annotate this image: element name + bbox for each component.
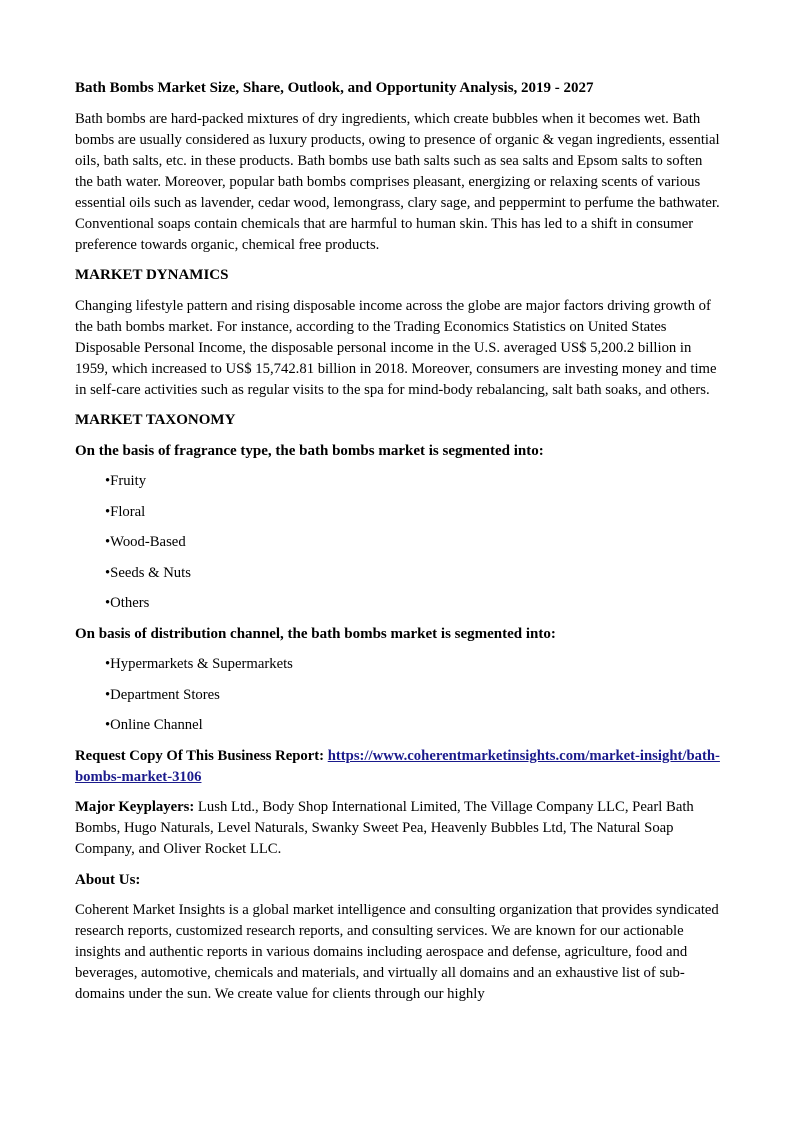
list-item-label: Floral — [110, 503, 146, 520]
list-item — [105, 502, 720, 523]
fragrance-segmentation-lead: On the basis of fragrance type, the bath bombs market is segmented into: — [75, 442, 544, 459]
bullet-icon: • — [105, 503, 111, 520]
list-item-label: Online Channel — [110, 717, 203, 733]
bullet-icon: • — [105, 564, 111, 581]
about-us-heading: About Us: — [75, 871, 141, 888]
intro-paragraph: Bath bombs are hard-packed mixtures of dry ingredients, which create bubbles when it becomes wet. Bath bombs are usually considered as luxury products, owing to presence of organic & vegan ingredients, essential oils, bath salts, etc. in these products. Bath bombs use bath salts such as sea salts and Epsom salts to soften the bath water. Moreover, popular bath bombs comprises pleasant, energizing or relaxing scents of various essential oils such as lavender, cedar wood, lemongrass, clary sage, and peppermint to perfume the bathwater. Conventional soaps contain chemicals that are harmful to human skin. This has led to a shift in consumer preference towards organic, chemical free products. — [75, 110, 720, 253]
keyplayers-paragraph — [75, 797, 720, 860]
keyplayers-text: Lush Ltd., Body Shop International Limited, The Village Company LLC, Pearl Bath Bombs, Hugo Naturals, Level Naturals, Swanky Sweet Pea, Heavenly Bubbles Ltd, The Natural Soap Company, and Oliver Rocket LLC. — [75, 799, 694, 857]
list-item-label: Seeds & Nuts — [110, 564, 191, 581]
market-dynamics-paragraph: Changing lifestyle pattern and rising disposable income across the globe are major factors driving growth of the bath bombs market. For instance, according to the Trading Economics Statistics on United States Disposable Personal Income, the disposable personal income in the U.S. averaged US$ 5,200.2 billion in 1959, which increased to US$ 15,742.81 billion in 2018. Moreover, consumers are investing money and time in self-care activities such as regular visits to the spa for mind-body rebalancing, salt bath soaks, and others. — [75, 297, 717, 398]
request-copy-paragraph — [75, 746, 720, 788]
distribution-segment-list — [75, 654, 720, 736]
list-item — [105, 685, 720, 706]
list-item-label: Fruity — [110, 473, 147, 489]
list-item-label: Hypermarkets & Supermarkets — [110, 656, 293, 672]
market-taxonomy-heading: MARKET TAXONOMY — [75, 412, 236, 428]
keyplayers-label: Major Keyplayers: — [75, 799, 198, 815]
distribution-segmentation-lead: On basis of distribution channel, the bath bombs market is segmented into: — [75, 625, 556, 642]
list-item — [105, 593, 720, 614]
list-item — [105, 715, 720, 736]
bullet-icon: • — [105, 473, 111, 489]
bullet-icon: • — [105, 717, 111, 733]
document-title: Bath Bombs Market Size, Share, Outlook, and Opportunity Analysis, 2019 - 2027 — [75, 80, 594, 96]
request-copy-label: Request Copy Of This Business Report: — [75, 747, 328, 764]
bullet-icon: • — [105, 595, 111, 611]
list-item-label: Wood-Based — [110, 534, 186, 550]
list-item — [105, 471, 720, 492]
market-dynamics-heading: MARKET DYNAMICS — [75, 267, 229, 283]
report-link[interactable]: https://www.coherentmarketinsights.com/market-insight/bath-bombs-market-3106 — [75, 747, 720, 785]
list-item — [105, 563, 720, 584]
list-item-label: Others — [110, 595, 150, 611]
list-item — [105, 532, 720, 553]
list-item — [105, 654, 720, 675]
fragrance-segment-list — [75, 471, 720, 614]
about-us-paragraph: Coherent Market Insights is a global market intelligence and consulting organization that provides syndicated research reports, customized research reports, and consulting services. We are known for our actionable insights and authentic reports in various domains including aerospace and defense, agriculture, food and beverages, automotive, chemicals and materials, and virtually all domains and an exhaustive list of sub-domains under the sun. We create value for clients through our highly — [75, 902, 719, 1002]
bullet-icon: • — [105, 656, 111, 672]
list-item-label: Department Stores — [110, 686, 220, 703]
bullet-icon: • — [105, 686, 111, 703]
bullet-icon: • — [105, 534, 111, 550]
